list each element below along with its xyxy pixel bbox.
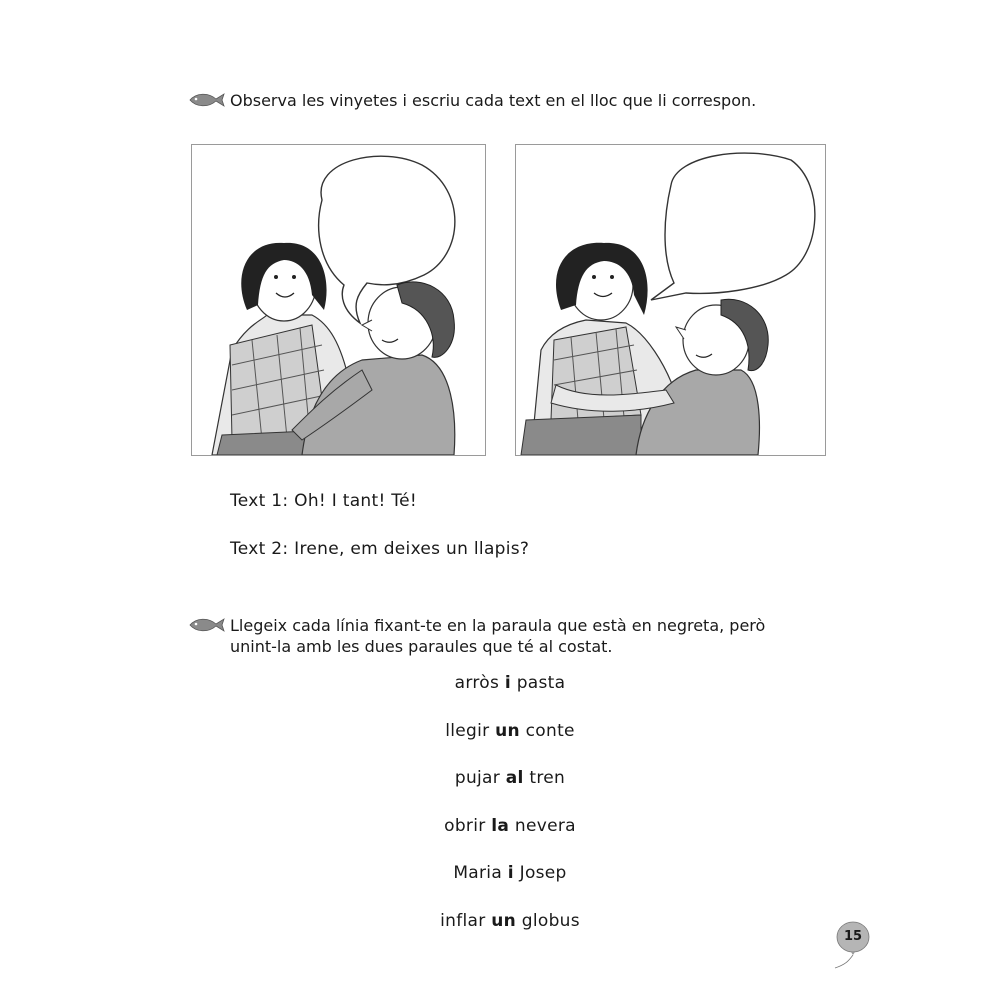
text-option-label: Text 2: [230, 539, 289, 559]
word-pair: arròs i pasta [454, 673, 566, 693]
bold-word: la [491, 815, 510, 836]
text-option-content: Irene, em deixes un llapis? [294, 539, 530, 559]
exercise-1-instruction-row [188, 90, 756, 111]
bold-word: al [505, 768, 524, 788]
exercise-1-instruction: Observa les vinyetes i escriu cada text en el lloc que li correspon. [230, 91, 757, 110]
page-number-badge [833, 920, 873, 970]
comic-illustration-2 [516, 145, 825, 455]
word-pair: llegir un conte [445, 720, 575, 741]
exercise-2-instruction: Llegeix cada línia fixant-te en la paraula que està en negreta, però unint-la amb les dues paraules que té al costat. [230, 616, 766, 656]
exercise-2-instruction-row [188, 615, 808, 657]
text-option-2 [230, 539, 529, 559]
word-pair: pujar al tren [454, 768, 566, 788]
comic-panel-1 [191, 144, 486, 456]
balloon-icon [833, 920, 873, 970]
comic-illustration-1 [192, 145, 485, 455]
word-pairs-list [380, 670, 640, 955]
bold-word: un [495, 720, 520, 741]
fish-icon [188, 616, 226, 634]
page-number: 15 [843, 929, 863, 944]
text-option-label: Text 1: [230, 491, 289, 511]
word-pair: Maria i Josep [453, 863, 567, 883]
bold-word: i [504, 673, 511, 693]
text-option-1 [230, 491, 417, 511]
word-pair: inflar un globus [440, 910, 580, 931]
word-pair: obrir la nevera [444, 815, 576, 836]
comic-panel-2 [515, 144, 826, 456]
bold-word: i [507, 863, 514, 883]
fish-icon [188, 91, 226, 109]
speech-bubble [651, 153, 815, 300]
bold-word: un [491, 910, 517, 931]
text-option-content: Oh! I tant! Té! [294, 491, 417, 511]
